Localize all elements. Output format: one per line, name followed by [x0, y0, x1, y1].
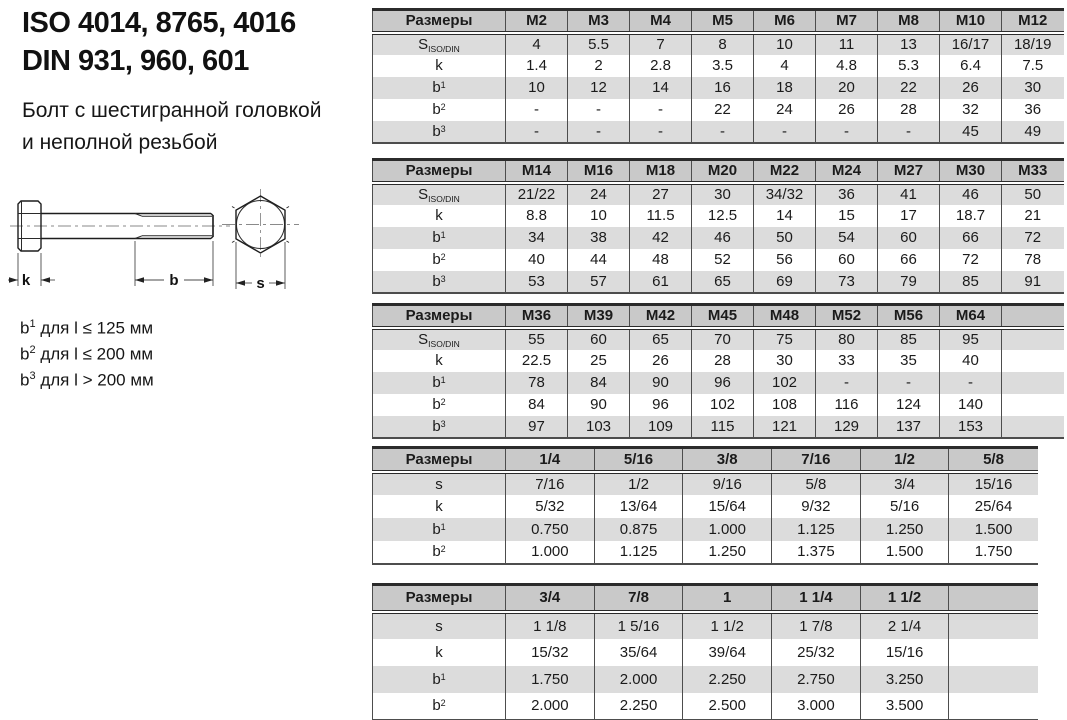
cell: 8 — [692, 33, 754, 55]
column-header: M3 — [568, 10, 630, 33]
cell: 70 — [692, 328, 754, 350]
column-header: M42 — [630, 305, 692, 328]
cell: 56 — [754, 249, 816, 271]
cell: 17 — [878, 205, 940, 227]
cell: 109 — [630, 416, 692, 438]
cell: 3.250 — [860, 666, 949, 693]
cell: 48 — [630, 249, 692, 271]
cell: 9/32 — [772, 495, 861, 518]
cell: 36 — [816, 183, 878, 205]
cell — [1002, 394, 1064, 416]
cell: 0.875 — [594, 518, 683, 541]
cell: 30 — [1002, 77, 1064, 99]
cell — [1002, 416, 1064, 438]
cell: 52 — [692, 249, 754, 271]
cell: 84 — [506, 394, 568, 416]
cell: 3/4 — [860, 472, 949, 495]
cell: 22 — [692, 99, 754, 121]
table-row — [373, 99, 1064, 121]
cell: 1.125 — [594, 541, 683, 564]
cell — [949, 612, 1038, 639]
cell: 50 — [754, 227, 816, 249]
hex-head-front-view — [222, 189, 299, 292]
table-row — [373, 33, 1064, 55]
cell: 57 — [568, 271, 630, 293]
column-header: M56 — [878, 305, 940, 328]
cell: 38 — [568, 227, 630, 249]
column-header: 1 1/4 — [772, 585, 861, 612]
cell: 153 — [940, 416, 1002, 438]
cell: 49 — [1002, 121, 1064, 143]
cell: - — [506, 99, 568, 121]
cell: 2.500 — [683, 693, 772, 720]
page-subtitle-line1: Болт с шестигранной головкой — [22, 99, 322, 122]
cell: 96 — [630, 394, 692, 416]
row-label: $b^1$ — [373, 518, 506, 541]
cell: 108 — [754, 394, 816, 416]
cell: 10 — [568, 205, 630, 227]
cell: 32 — [940, 99, 1002, 121]
cell: 40 — [940, 350, 1002, 372]
cell: 53 — [506, 271, 568, 293]
cell: 25/64 — [949, 495, 1038, 518]
cell: 22.5 — [506, 350, 568, 372]
cell: 9/16 — [683, 472, 772, 495]
cell: 129 — [816, 416, 878, 438]
cell: 2.8 — [630, 55, 692, 77]
size-table-metric-m2-m12 — [372, 8, 1064, 144]
cell — [949, 693, 1038, 720]
cell: 50 — [1002, 183, 1064, 205]
cell: 14 — [754, 205, 816, 227]
cell: 14 — [630, 77, 692, 99]
table-row — [373, 121, 1064, 143]
row-label: $b^3$ — [373, 271, 506, 293]
table-row — [373, 372, 1064, 394]
row-label: $b^3$ — [373, 416, 506, 438]
cell: 11.5 — [630, 205, 692, 227]
cell: 78 — [1002, 249, 1064, 271]
table-row — [373, 271, 1064, 293]
cell: 30 — [754, 350, 816, 372]
cell: 30 — [692, 183, 754, 205]
cell: 54 — [816, 227, 878, 249]
row-label: $b^2$ — [373, 394, 506, 416]
cell: - — [568, 121, 630, 143]
cell: 96 — [692, 372, 754, 394]
size-table-inch-threequarter-oneandhalf — [372, 583, 1038, 720]
cell: 12.5 — [692, 205, 754, 227]
column-header: M52 — [816, 305, 878, 328]
column-header: M20 — [692, 160, 754, 183]
table-row — [373, 693, 1038, 720]
row-label: $b^2$ — [373, 693, 506, 720]
cell: 91 — [1002, 271, 1064, 293]
cell: 44 — [568, 249, 630, 271]
cell: 65 — [692, 271, 754, 293]
row-label: $b^1$ — [373, 666, 506, 693]
row-label: $S_{ISO/DIN}$ — [373, 328, 506, 350]
cell: 78 — [506, 372, 568, 394]
cell: - — [506, 121, 568, 143]
cell: 97 — [506, 416, 568, 438]
table-row — [373, 612, 1038, 639]
dim-label-k: k — [21, 272, 31, 289]
column-header: M12 — [1002, 10, 1064, 33]
cell — [1002, 372, 1064, 394]
cell: 1.000 — [506, 541, 595, 564]
cell: 20 — [816, 77, 878, 99]
cell: 1.125 — [772, 518, 861, 541]
cell: 80 — [816, 328, 878, 350]
table-row — [373, 639, 1038, 666]
cell: 124 — [878, 394, 940, 416]
cell: 121 — [754, 416, 816, 438]
cell: 35 — [878, 350, 940, 372]
cell: 1.375 — [772, 541, 861, 564]
page-title-din: DIN 931, 960, 601 — [22, 45, 249, 77]
cell: 1 1/2 — [683, 612, 772, 639]
cell: 1 5/16 — [594, 612, 683, 639]
cell: 15/32 — [506, 639, 595, 666]
cell: 0.750 — [506, 518, 595, 541]
cell: 10 — [506, 77, 568, 99]
column-header: M48 — [754, 305, 816, 328]
cell: 85 — [878, 328, 940, 350]
cell: - — [878, 121, 940, 143]
table-row — [373, 328, 1064, 350]
table-corner-header: Размеры — [373, 448, 506, 472]
table-corner-header: Размеры — [373, 10, 506, 33]
column-header: M4 — [630, 10, 692, 33]
cell: 4 — [754, 55, 816, 77]
cell: 16 — [692, 77, 754, 99]
cell: 2.750 — [772, 666, 861, 693]
cell: 72 — [1002, 227, 1064, 249]
column-header: M30 — [940, 160, 1002, 183]
cell: 1.500 — [860, 541, 949, 564]
cell: - — [630, 121, 692, 143]
cell: 36 — [1002, 99, 1064, 121]
cell: 66 — [878, 249, 940, 271]
row-label: k — [373, 55, 506, 77]
row-label: $b^2$ — [373, 249, 506, 271]
column-header: M18 — [630, 160, 692, 183]
column-header: 1 1/2 — [860, 585, 949, 612]
cell: 60 — [816, 249, 878, 271]
row-label: $b^2$ — [373, 99, 506, 121]
cell: 1/2 — [594, 472, 683, 495]
row-label: $b^1$ — [373, 227, 506, 249]
cell: 28 — [878, 99, 940, 121]
cell: 5.5 — [568, 33, 630, 55]
cell: 1.750 — [506, 666, 595, 693]
column-header: M45 — [692, 305, 754, 328]
column-header: M8 — [878, 10, 940, 33]
cell: 2.250 — [683, 666, 772, 693]
cell: 84 — [568, 372, 630, 394]
cell: 39/64 — [683, 639, 772, 666]
table-corner-header: Размеры — [373, 305, 506, 328]
cell: 61 — [630, 271, 692, 293]
cell: 8.8 — [506, 205, 568, 227]
cell: 15/64 — [683, 495, 772, 518]
cell: 15 — [816, 205, 878, 227]
column-header: M64 — [940, 305, 1002, 328]
table-row — [373, 55, 1064, 77]
cell: 1.500 — [949, 518, 1038, 541]
cell: 40 — [506, 249, 568, 271]
cell — [949, 666, 1038, 693]
cell: - — [816, 372, 878, 394]
cell: 1.750 — [949, 541, 1038, 564]
column-header: M5 — [692, 10, 754, 33]
cell: 2 1/4 — [860, 612, 949, 639]
cell: 75 — [754, 328, 816, 350]
cell: 90 — [568, 394, 630, 416]
dim-label-s: s — [256, 275, 265, 292]
cell: 2 — [568, 55, 630, 77]
cell: 90 — [630, 372, 692, 394]
cell: 5/32 — [506, 495, 595, 518]
cell: 26 — [630, 350, 692, 372]
column-header: M39 — [568, 305, 630, 328]
cell: 15/16 — [860, 639, 949, 666]
cell: 24 — [568, 183, 630, 205]
cell — [1002, 328, 1064, 350]
column-header: 5/16 — [594, 448, 683, 472]
cell: 2.000 — [594, 666, 683, 693]
cell: 3.500 — [860, 693, 949, 720]
page-title-iso: ISO 4014, 8765, 4016 — [22, 7, 296, 39]
cell: 5.3 — [878, 55, 940, 77]
cell: 18/19 — [1002, 33, 1064, 55]
cell: 13 — [878, 33, 940, 55]
cell: 65 — [630, 328, 692, 350]
column-header: 1 — [683, 585, 772, 612]
cell: 18 — [754, 77, 816, 99]
column-header: M14 — [506, 160, 568, 183]
cell: - — [816, 121, 878, 143]
cell: - — [878, 372, 940, 394]
cell: 26 — [940, 77, 1002, 99]
cell: 1 1/8 — [506, 612, 595, 639]
row-label: $b^1$ — [373, 372, 506, 394]
cell: 2.250 — [594, 693, 683, 720]
table-row — [373, 77, 1064, 99]
cell: 1.4 — [506, 55, 568, 77]
column-header: M33 — [1002, 160, 1064, 183]
cell: 3.5 — [692, 55, 754, 77]
cell: 46 — [692, 227, 754, 249]
cell: - — [630, 99, 692, 121]
cell: 60 — [878, 227, 940, 249]
cell — [1002, 350, 1064, 372]
column-header: M24 — [816, 160, 878, 183]
column-header: M36 — [506, 305, 568, 328]
cell: 13/64 — [594, 495, 683, 518]
cell: - — [692, 121, 754, 143]
cell: 102 — [692, 394, 754, 416]
cell: 85 — [940, 271, 1002, 293]
cell: 1.250 — [683, 541, 772, 564]
cell: 12 — [568, 77, 630, 99]
table-row — [373, 394, 1064, 416]
table-corner-header: Размеры — [373, 585, 506, 612]
cell: 79 — [878, 271, 940, 293]
cell: 5/16 — [860, 495, 949, 518]
row-label: s — [373, 612, 506, 639]
column-header: 3/4 — [506, 585, 595, 612]
column-header: M2 — [506, 10, 568, 33]
cell: 137 — [878, 416, 940, 438]
column-header: 3/8 — [683, 448, 772, 472]
cell: 25 — [568, 350, 630, 372]
cell: 140 — [940, 394, 1002, 416]
size-table-metric-m14-m33 — [372, 158, 1064, 294]
cell: 7.5 — [1002, 55, 1064, 77]
size-table-metric-m36-m64 — [372, 303, 1064, 439]
table-row — [373, 249, 1064, 271]
row-label: $S_{ISO/DIN}$ — [373, 183, 506, 205]
column-header: 1/4 — [506, 448, 595, 472]
cell: - — [754, 121, 816, 143]
table-row — [373, 495, 1038, 518]
cell: 4 — [506, 33, 568, 55]
cell: 5/8 — [772, 472, 861, 495]
cell: 1.250 — [860, 518, 949, 541]
table-row — [373, 472, 1038, 495]
cell: 7 — [630, 33, 692, 55]
note-b3: $b^3$ для l > 200 мм — [20, 370, 154, 390]
cell: 21 — [1002, 205, 1064, 227]
dim-label-b: b — [169, 272, 179, 289]
cell: 24 — [754, 99, 816, 121]
cell: 16/17 — [940, 33, 1002, 55]
cell: 115 — [692, 416, 754, 438]
size-table-inch-quarter-fiveeighths — [372, 446, 1038, 565]
cell: 34 — [506, 227, 568, 249]
cell: 3.000 — [772, 693, 861, 720]
cell: - — [568, 99, 630, 121]
row-label: $b^3$ — [373, 121, 506, 143]
cell: 22 — [878, 77, 940, 99]
cell: 73 — [816, 271, 878, 293]
column-header: 1/2 — [860, 448, 949, 472]
column-header: M10 — [940, 10, 1002, 33]
cell — [949, 639, 1038, 666]
row-label: s — [373, 472, 506, 495]
row-label: $S_{ISO/DIN}$ — [373, 33, 506, 55]
cell: 69 — [754, 271, 816, 293]
table-row — [373, 666, 1038, 693]
note-b2: $b^2$ для l ≤ 200 мм — [20, 344, 154, 364]
row-label: $b^1$ — [373, 77, 506, 99]
table-row — [373, 541, 1038, 564]
bolt-technical-drawing — [8, 188, 338, 310]
cell: 26 — [816, 99, 878, 121]
cell: 4.8 — [816, 55, 878, 77]
row-label: k — [373, 350, 506, 372]
cell: 72 — [940, 249, 1002, 271]
table-row — [373, 416, 1064, 438]
cell: 41 — [878, 183, 940, 205]
column-header: M16 — [568, 160, 630, 183]
cell: 27 — [630, 183, 692, 205]
cell: 46 — [940, 183, 1002, 205]
cell: 103 — [568, 416, 630, 438]
row-label: k — [373, 495, 506, 518]
cell: 1 7/8 — [772, 612, 861, 639]
column-header: M6 — [754, 10, 816, 33]
cell: 42 — [630, 227, 692, 249]
column-header: M7 — [816, 10, 878, 33]
row-label: k — [373, 205, 506, 227]
cell: 6.4 — [940, 55, 1002, 77]
cell: 18.7 — [940, 205, 1002, 227]
column-header: M27 — [878, 160, 940, 183]
cell: 10 — [754, 33, 816, 55]
column-header: 7/8 — [594, 585, 683, 612]
cell: 55 — [506, 328, 568, 350]
cell: 45 — [940, 121, 1002, 143]
cell: 34/32 — [754, 183, 816, 205]
cell: 95 — [940, 328, 1002, 350]
cell: 11 — [816, 33, 878, 55]
cell: 116 — [816, 394, 878, 416]
table-row — [373, 183, 1064, 205]
page-subtitle-line2: и неполной резьбой — [22, 131, 218, 154]
cell: 2.000 — [506, 693, 595, 720]
cell: 35/64 — [594, 639, 683, 666]
note-b1: $b^1$ для l ≤ 125 мм — [20, 318, 154, 338]
cell: - — [940, 372, 1002, 394]
cell: 21/22 — [506, 183, 568, 205]
row-label: k — [373, 639, 506, 666]
cell: 28 — [692, 350, 754, 372]
cell: 25/32 — [772, 639, 861, 666]
table-row — [373, 205, 1064, 227]
cell: 66 — [940, 227, 1002, 249]
cell: 1.000 — [683, 518, 772, 541]
cell: 33 — [816, 350, 878, 372]
column-header: 7/16 — [772, 448, 861, 472]
table-row — [373, 518, 1038, 541]
column-header-empty — [1002, 305, 1064, 328]
table-row — [373, 227, 1064, 249]
cell: 15/16 — [949, 472, 1038, 495]
table-row — [373, 350, 1064, 372]
cell: 102 — [754, 372, 816, 394]
bolt-side-view — [8, 201, 230, 289]
cell: 60 — [568, 328, 630, 350]
row-label: $b^2$ — [373, 541, 506, 564]
column-header-empty — [949, 585, 1038, 612]
column-header: M22 — [754, 160, 816, 183]
cell: 7/16 — [506, 472, 595, 495]
column-header: 5/8 — [949, 448, 1038, 472]
table-corner-header: Размеры — [373, 160, 506, 183]
